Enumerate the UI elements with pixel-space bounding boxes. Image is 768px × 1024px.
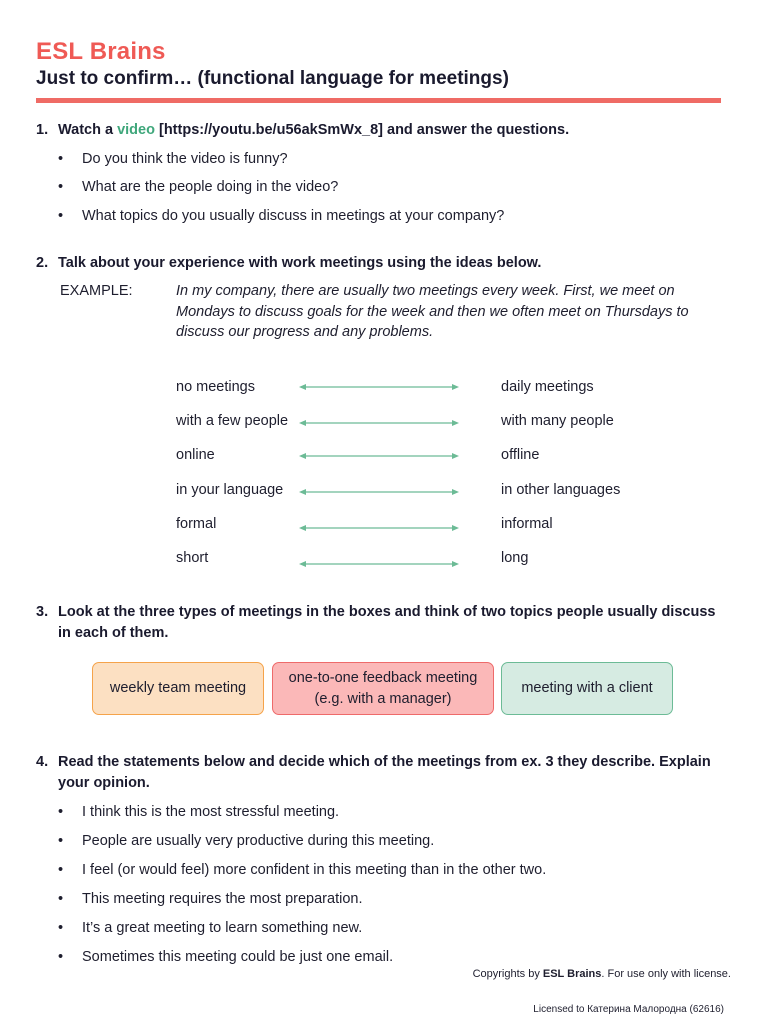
- double-arrow-icon: [299, 559, 459, 569]
- list-item: • Do you think the video is funny?: [58, 151, 288, 167]
- meeting-box-feedback: one-to-one feedback meeting (e.g. with a manager): [272, 662, 494, 715]
- pair-left: in your language: [176, 482, 284, 498]
- bullet-icon: •: [58, 920, 64, 936]
- pair-right: daily meetings: [501, 379, 594, 395]
- pair-right: informal: [501, 516, 553, 532]
- header-divider: [36, 98, 721, 103]
- double-arrow-icon: [299, 487, 459, 497]
- pair-right: with many people: [501, 413, 614, 429]
- question-number: 3.: [36, 604, 49, 620]
- bullet-icon: •: [58, 862, 64, 878]
- double-arrow-icon: [299, 418, 459, 428]
- pair-right: offline: [501, 447, 540, 463]
- license-notice: Licensed to Катерина Малородна (62616): [533, 1004, 724, 1015]
- list-item: • What topics do you usually discuss in meetings at your company?: [58, 208, 505, 224]
- list-item: • What are the people doing in the video?: [58, 179, 339, 195]
- bullet-icon: •: [58, 833, 64, 849]
- pair-left: with a few people: [176, 413, 289, 429]
- double-arrow-icon: [299, 523, 459, 533]
- brand-logo: ESL Brains: [36, 38, 166, 65]
- example-label: EXAMPLE:: [60, 283, 133, 299]
- list-item: • I think this is the most stressful meeting.: [58, 804, 340, 820]
- pair-left: short: [176, 550, 209, 566]
- list-item: • This meeting requires the most preparation.: [58, 891, 363, 907]
- meeting-box-client: meeting with a client: [501, 662, 673, 715]
- double-arrow-icon: [299, 451, 459, 461]
- question-1-heading: 1. Watch a video [https://youtu.be/u56akSmWx_8] and answer the questions.: [36, 120, 726, 141]
- pair-left: online: [176, 447, 215, 463]
- bullet-icon: •: [58, 949, 64, 965]
- list-item: • Sometimes this meeting could be just one email.: [58, 949, 394, 965]
- question-2-heading: 2. Talk about your experience with work meetings using the ideas below.: [36, 253, 726, 274]
- question-number: 2.: [36, 255, 49, 271]
- bullet-icon: •: [58, 151, 64, 167]
- question-3-heading: 3. Look at the three types of meetings in the boxes and think of two topics people usually discuss in each of them.: [36, 604, 716, 641]
- page-title: Just to confirm… (functional language for meetings): [36, 68, 509, 89]
- double-arrow-icon: [299, 382, 459, 392]
- copyright-notice: Copyrights by ESL Brains. For use only with license.: [472, 968, 731, 980]
- bullet-icon: •: [58, 891, 64, 907]
- pair-left: formal: [176, 516, 217, 532]
- bullet-icon: •: [58, 208, 64, 224]
- question-number: 4.: [36, 754, 49, 770]
- example-text: In my company, there are usually two meetings every week. First, we meet on Mondays to discuss goals for the week and then we often meet on Thursdays to discuss our progress and any problems.: [176, 283, 689, 340]
- pair-right: in other languages: [501, 482, 621, 498]
- pair-right: long: [501, 550, 529, 566]
- video-link[interactable]: video: [117, 122, 155, 138]
- meeting-box-team: weekly team meeting: [92, 662, 264, 715]
- bullet-icon: •: [58, 179, 64, 195]
- list-item: • People are usually very productive during this meeting.: [58, 833, 435, 849]
- question-number: 1.: [36, 122, 49, 138]
- bullet-icon: •: [58, 804, 64, 820]
- list-item: • It’s a great meeting to learn something new.: [58, 920, 363, 936]
- list-item: • I feel (or would feel) more confident in this meeting than in the other two.: [58, 862, 547, 878]
- pair-left: no meetings: [176, 379, 255, 395]
- question-4-heading: 4. Read the statements below and decide which of the meetings from ex. 3 they describe. Explain your opinion.: [36, 754, 711, 791]
